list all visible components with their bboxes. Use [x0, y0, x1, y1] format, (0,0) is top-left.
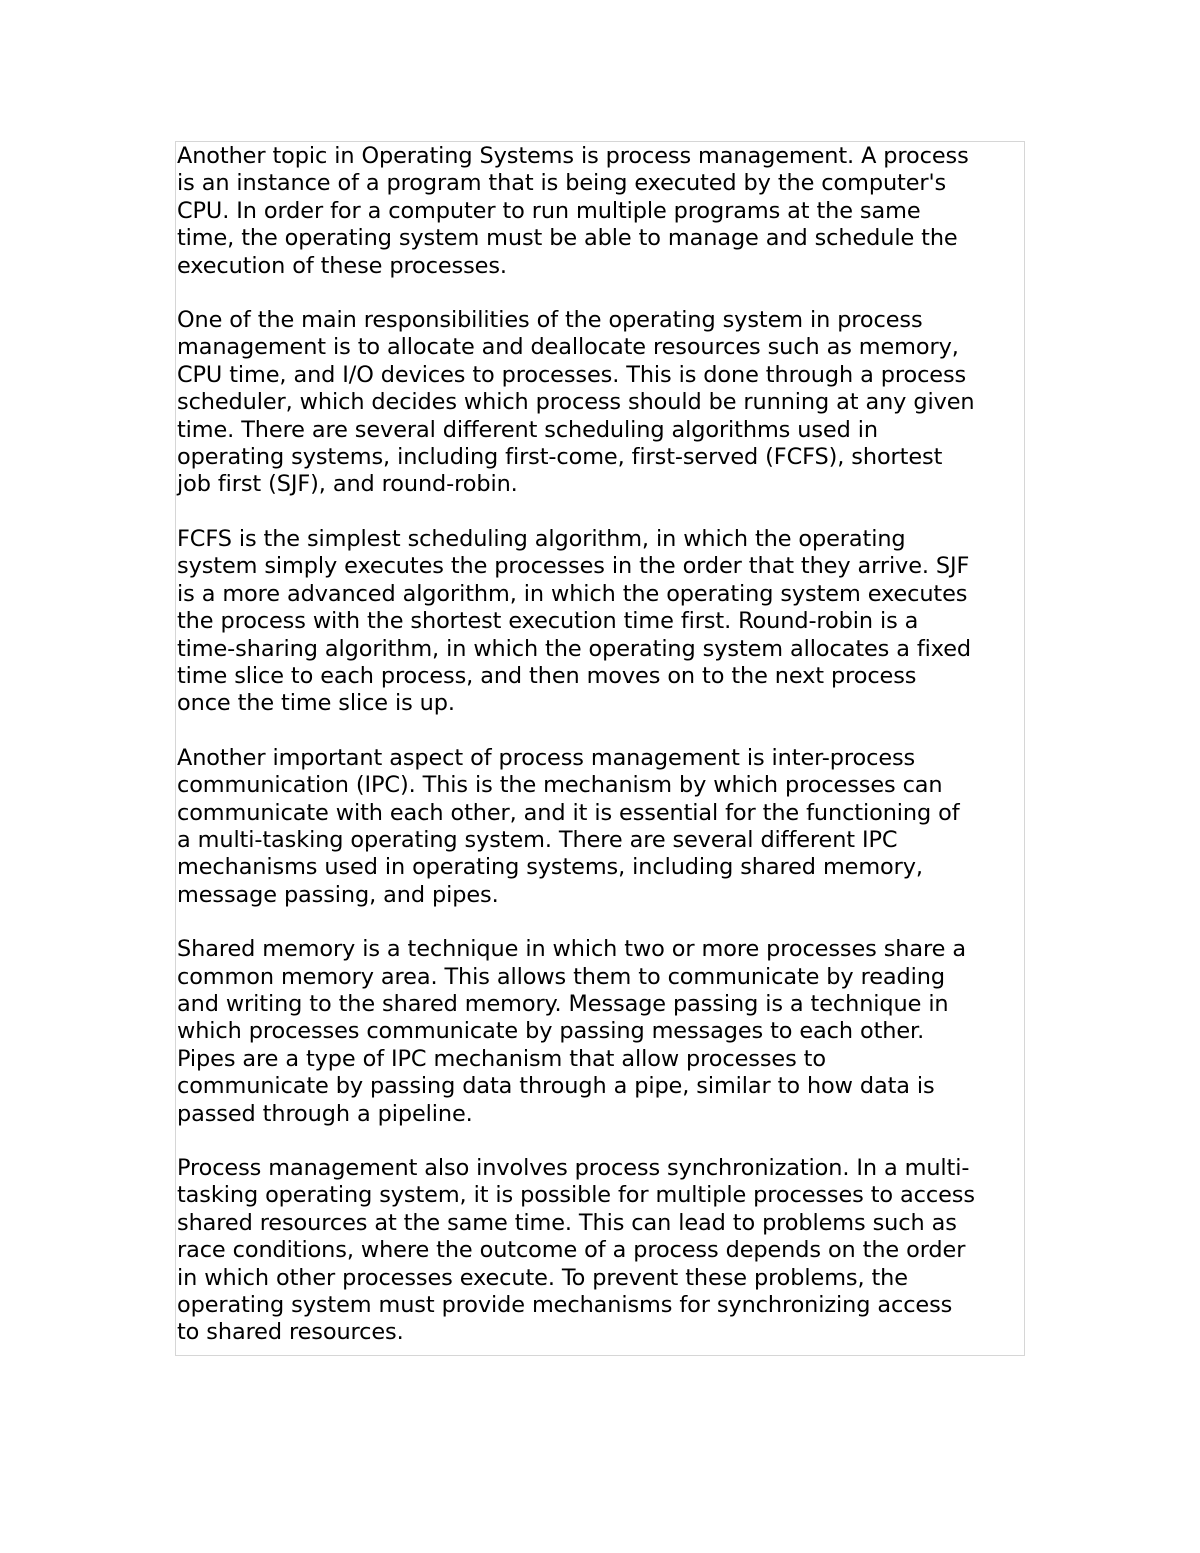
text-line: operating system must provide mechanisms for synchronizing access [177, 1292, 953, 1319]
paragraph-ipc [177, 745, 1024, 909]
text-line: passed through a pipeline. [177, 1100, 473, 1127]
text-line: management is to allocate and deallocate resources such as memory, [177, 334, 959, 361]
text-line: CPU time, and I/O devices to processes. This is done through a process [177, 361, 967, 388]
text-line: One of the main responsibilities of the operating system in process [177, 307, 923, 334]
text-line: time. There are several different scheduling algorithms used in [177, 416, 878, 443]
text-line: time-sharing algorithm, in which the operating system allocates a fixed [177, 635, 972, 662]
text-line: race conditions, where the outcome of a process depends on the order [177, 1237, 966, 1264]
text-line: Shared memory is a technique in which two or more processes share a [177, 936, 966, 963]
text-line: communication (IPC). This is the mechanism by which processes can [177, 772, 943, 799]
text-line: communicate with each other, and it is essential for the functioning of [177, 799, 960, 826]
text-line: once the time slice is up. [177, 690, 455, 717]
text-line: and writing to the shared memory. Message passing is a technique in [177, 990, 949, 1017]
paragraph-process-management-intro [177, 143, 1024, 280]
text-line: Another important aspect of process management is inter-process [177, 744, 916, 771]
text-line: in which other processes execute. To prevent these problems, the [177, 1264, 908, 1291]
document-text-box [175, 141, 1025, 1356]
text-line: Pipes are a type of IPC mechanism that allow processes to [177, 1045, 826, 1072]
paragraph-ipc-mechanisms [177, 936, 1024, 1128]
text-line: communicate by passing data through a pipe, similar to how data is [177, 1073, 935, 1100]
text-line: message passing, and pipes. [177, 881, 499, 908]
text-line: mechanisms used in operating systems, including shared memory, [177, 854, 923, 881]
text-line: common memory area. This allows them to communicate by reading [177, 963, 945, 990]
text-line: tasking operating system, it is possible for multiple processes to access [177, 1182, 975, 1209]
paragraph-scheduling-algorithms [177, 526, 1024, 718]
paragraph-resource-allocation [177, 307, 1024, 499]
text-line: to shared resources. [177, 1319, 404, 1346]
text-line: time, the operating system must be able to manage and schedule the [177, 225, 958, 252]
text-line: is an instance of a program that is being executed by the computer's [177, 170, 947, 197]
text-line: Process management also involves process synchronization. In a multi- [177, 1155, 970, 1181]
text-line: a multi-tasking operating system. There are several different IPC [177, 826, 898, 853]
text-line: operating systems, including first-come, first-served (FCFS), shortest [177, 444, 943, 471]
text-line: scheduler, which decides which process should be running at any given [177, 389, 975, 416]
text-line: shared resources at the same time. This can lead to problems such as [177, 1209, 957, 1236]
text-line: FCFS is the simplest scheduling algorithm, in which the operating [177, 525, 906, 552]
text-line: time slice to each process, and then moves on to the next process [177, 662, 917, 689]
text-line: the process with the shortest execution time first. Round-robin is a [177, 608, 919, 635]
paragraph-process-synchronization [177, 1155, 1024, 1347]
text-line: system simply executes the processes in the order that they arrive. SJF [177, 553, 970, 580]
text-line: Another topic in Operating Systems is process management. A process [177, 143, 969, 169]
text-line: is a more advanced algorithm, in which the operating system executes [177, 580, 968, 607]
text-line: which processes communicate by passing messages to each other. [177, 1018, 925, 1045]
text-line: execution of these processes. [177, 252, 507, 279]
text-line: CPU. In order for a computer to run multiple programs at the same [177, 197, 921, 224]
text-line: job first (SJF), and round-robin. [177, 471, 518, 498]
